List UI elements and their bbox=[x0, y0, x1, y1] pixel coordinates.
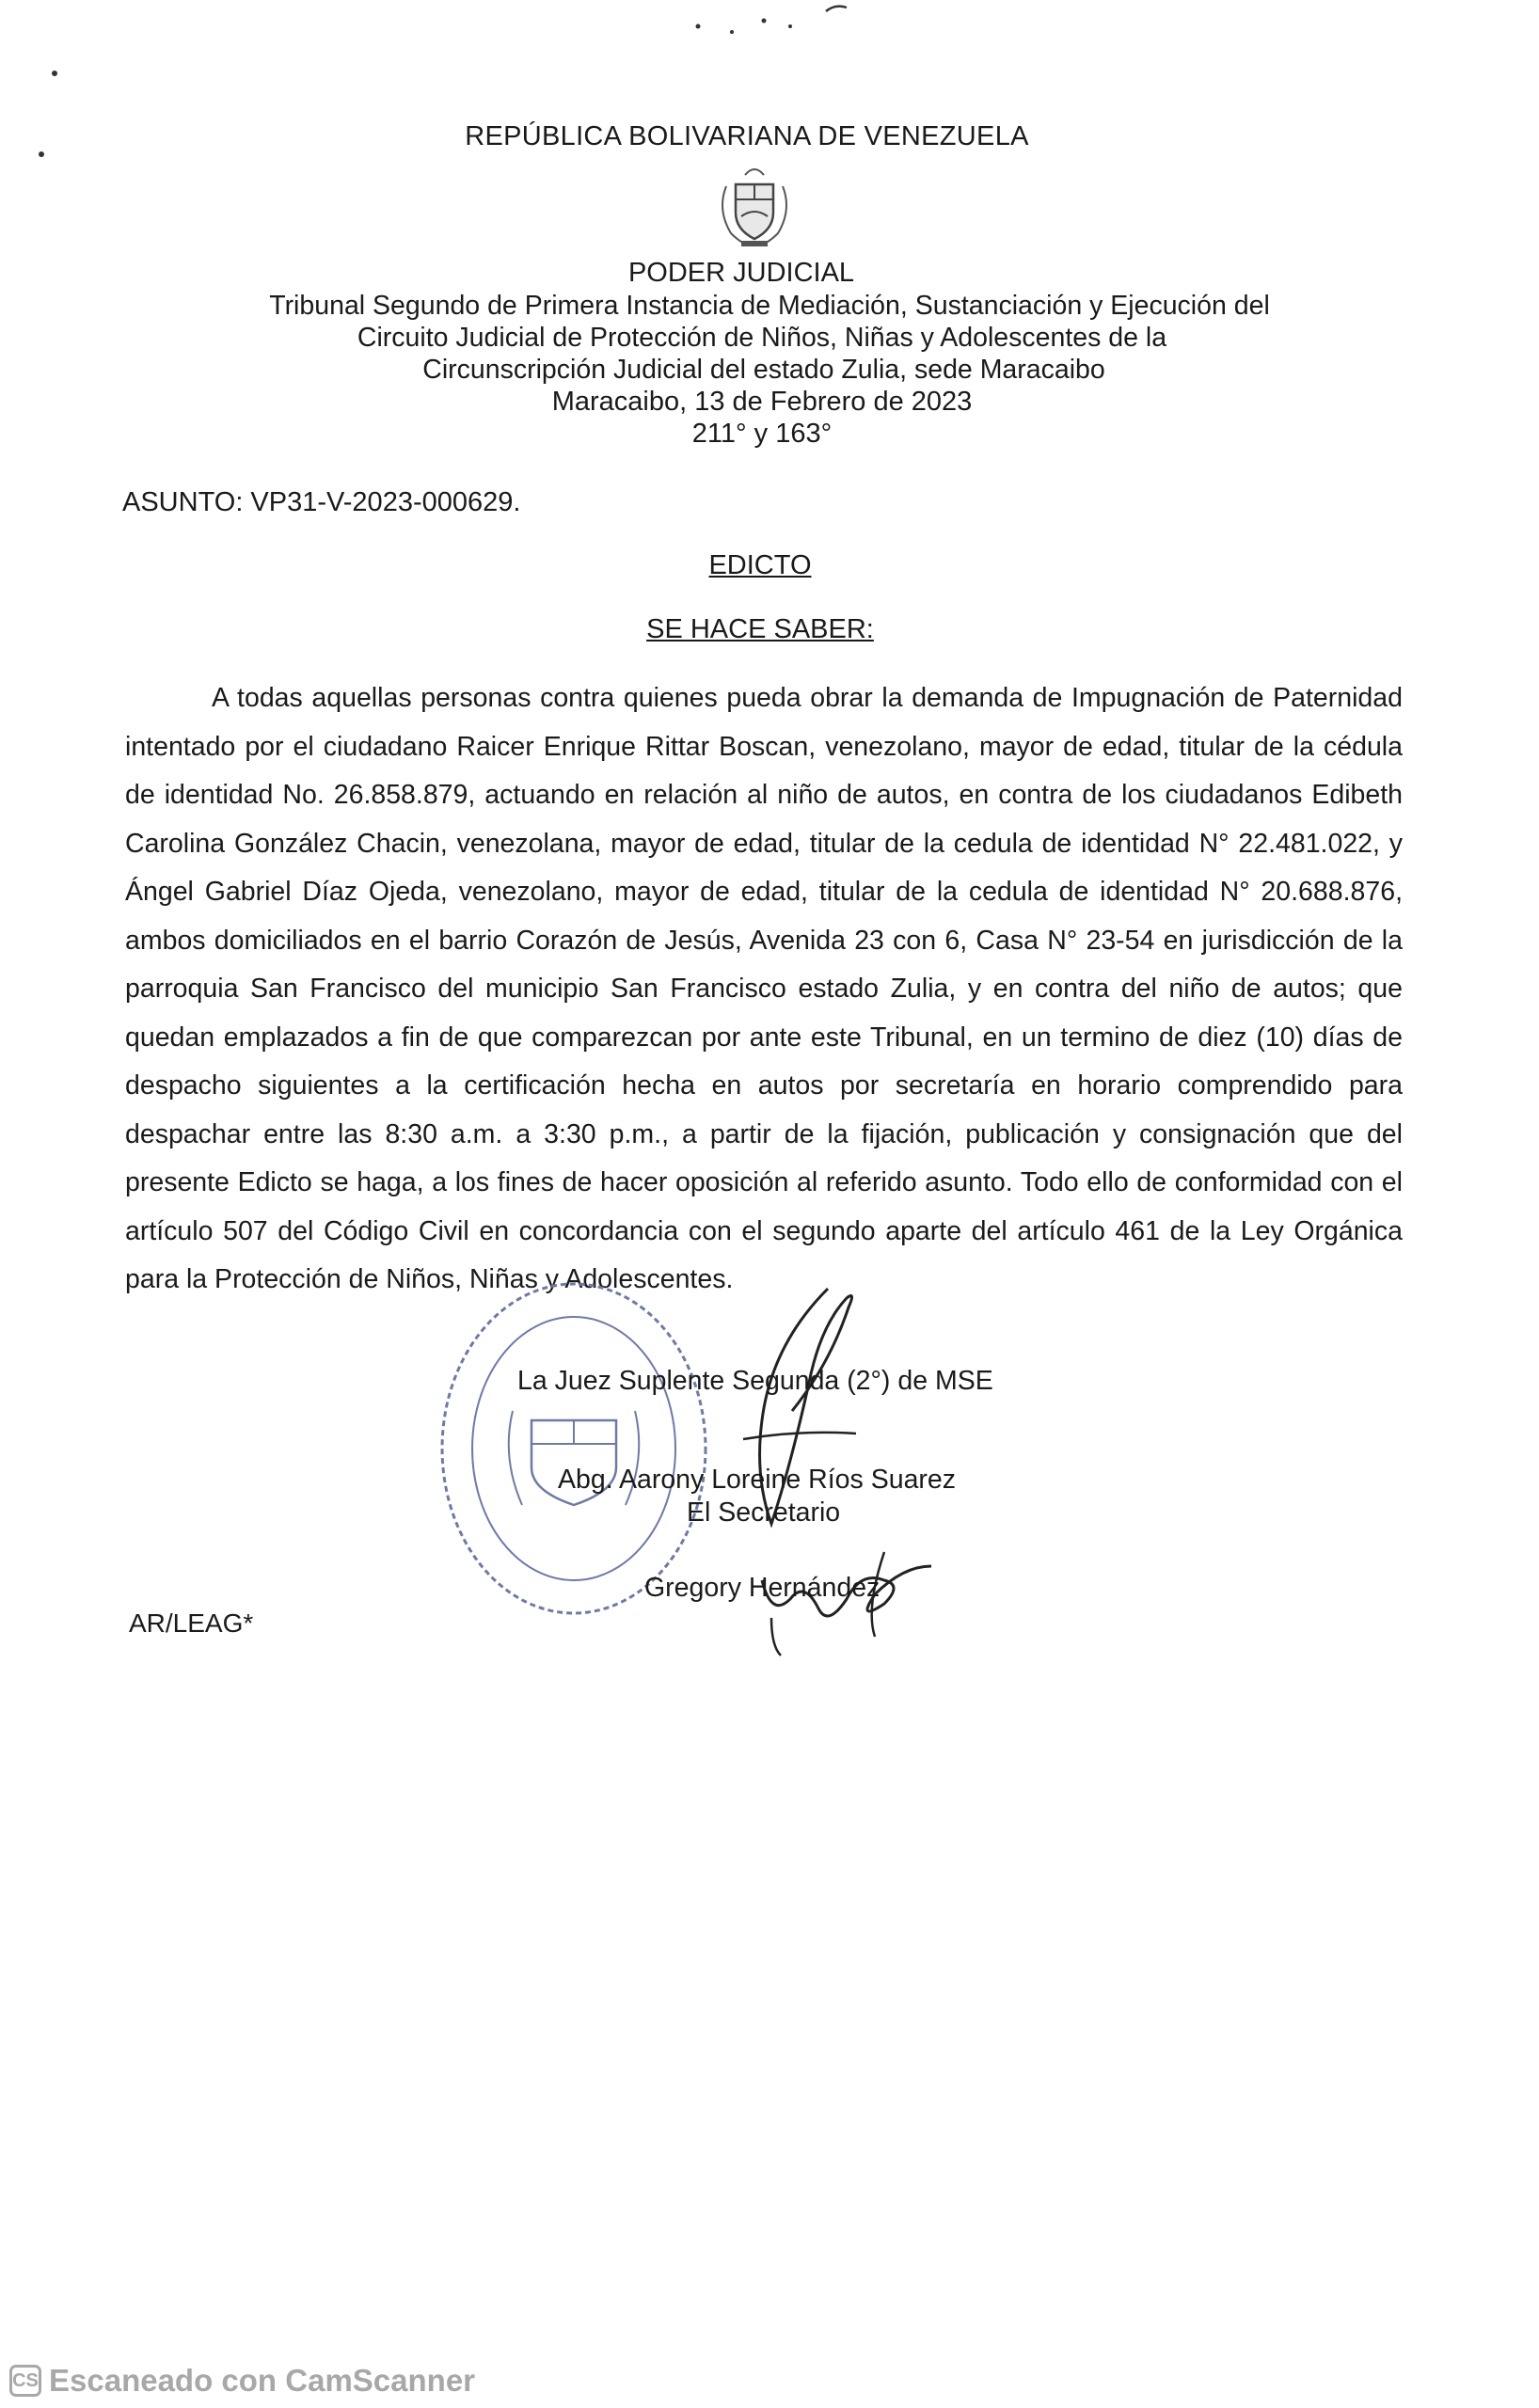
document-years: 211° y 163° bbox=[691, 419, 833, 449]
edicto-body: A todas aquellas personas contra quienes pueda obrar la demanda de Impugnación de Paternidad intentado por el ciudadano Raicer Enrique Rittar Boscan, venezolano, mayor de edad, titular de la cédula de identidad No. 26.858.879, actuando en relación al niño de autos, en contra de los ciudadanos Edibeth Carolina González Chacin, venezolana, mayor de edad, titular de la cedula de identidad N° 22.481.022, y Ángel Gabriel Díaz Ojeda, venezolano, mayor de edad, titular de la cedula de identidad N° 20.688.876, ambos domiciliados en el barrio Corazón de Jesús, Avenida 23 con 6, Casa N° 23-54 en jurisdicción de la parroquia San Francisco del municipio San Francisco estado Zulia, y en contra del niño de autos; que quedan emplazados a fin de que comparezcan por ante este Tribunal, en un termino de diez (10) días de despacho siguientes a la certificación hecha en autos por secretaría en horario comprendido para despachar entre las 8:30 a.m. a 3:30 p.m., a partir de la fijación, publicación y consignación que del presente Edicto se haga, a los fines de hacer oposición al referido asunto. Todo ello de conformidad con el artículo 507 del Código Civil en concordancia con el segundo aparte del artículo 461 de la Ley Orgánica para la Protección de Niños, Niñas y Adolescentes. bbox=[125, 683, 1403, 1294]
camscanner-logo-icon: CS bbox=[9, 2365, 41, 2397]
republic-title: REPÚBLICA BOLIVARIANA DE VENEZUELA bbox=[465, 121, 1029, 151]
juez-name: Abg. Aarony Loreine Ríos Suarez bbox=[558, 1465, 957, 1495]
asunto-reference: ASUNTO: VP31-V-2023-000629. bbox=[122, 487, 521, 517]
tribunal-line-3: Circunscripción Judicial del estado Zulia, sede Maracaibo bbox=[422, 355, 1105, 385]
secretario-title: El Secretario bbox=[687, 1497, 841, 1528]
tribunal-line-2: Circuito Judicial de Protección de Niños, Niñas y Adolescentes de la bbox=[357, 323, 1167, 353]
camscanner-watermark bbox=[9, 2363, 475, 2399]
secretario-name: Gregory Hernández bbox=[644, 1573, 881, 1603]
se-hace-saber-heading: SE HACE SABER: bbox=[646, 614, 874, 644]
document-initials: AR/LEAG* bbox=[129, 1608, 254, 1638]
tribunal-line-1: Tribunal Segundo de Primera Instancia de Mediación, Sustanciación y Ejecución del bbox=[269, 291, 1270, 321]
coat-of-arms-icon bbox=[707, 158, 801, 252]
edicto-title: EDICTO bbox=[708, 550, 812, 580]
juez-title: La Juez Suplente Segunda (2°) de MSE bbox=[517, 1366, 993, 1396]
poder-judicial: PODER JUDICIAL bbox=[627, 258, 855, 288]
camscanner-text: Escaneado con CamScanner bbox=[49, 2363, 476, 2398]
document-date: Maracaibo, 13 de Febrero de 2023 bbox=[551, 387, 973, 417]
